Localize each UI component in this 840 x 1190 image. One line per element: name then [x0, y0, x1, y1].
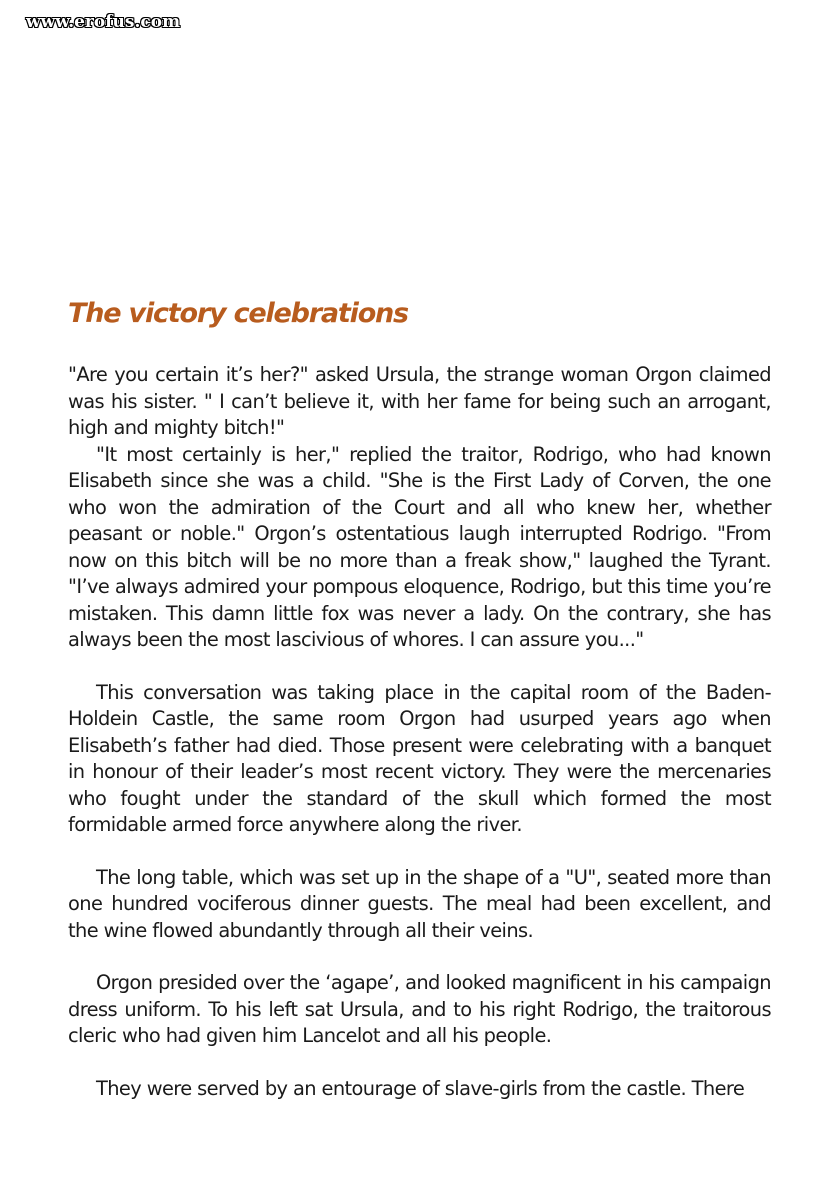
paragraph: They were served by an entourage of slave-girls from the castle. There	[96, 1076, 745, 1100]
site-watermark: www.erofus.com	[26, 12, 181, 32]
paragraph: "It most certainly is her," replied the traitor, Rodrigo, who had known Elisabeth since she was a child. "She is the First Lady of Corven, the one who won the admiration of the Court and all who knew her, whether peasant or noble." Orgon’s ostentatious laugh interrupted Rodrigo. "From now on this bitch will be no more than a freak show," laughed the Tyrant. "I’ve always admired your pompous eloquence, Rodrigo, but this time you’re mistaken. This damn little fox was never a lady. On the contrary, she has always been the most lascivious of whores. I can assure you..."	[68, 442, 771, 651]
paragraph: Orgon presided over the ‘agape’, and looked magnificent in his campaign dress uniform. To his left sat Ursula, and to his right Rodrigo, the traitorous cleric who had given him Lancelot and all his people.	[68, 971, 771, 1047]
chapter-title: The victory celebrations	[68, 298, 408, 329]
paragraph: This conversation was taking place in the capital room of the Baden-Holdein Castle, the same room Orgon had usurped years ago when Elisabeth’s father had died. Those present were celebrating with a banquet in honour of their leader’s most recent victory. They were the mercenaries who fought under the standard of the skull which formed the most formidable armed force anywhere along the river.	[68, 680, 771, 836]
paragraph: The long table, which was set up in the shape of a "U", seated more than one hundred vociferous dinner guests. The meal had been excellent, and the wine flowed abundantly through all their veins.	[68, 865, 771, 942]
paragraph: "Are you certain it’s her?" asked Ursula, the strange woman Orgon claimed was his sister. " I can’t believe it, with her fame for being such an arrogant, high and mighty bitch!"	[68, 363, 771, 439]
chapter-body	[68, 362, 771, 1102]
